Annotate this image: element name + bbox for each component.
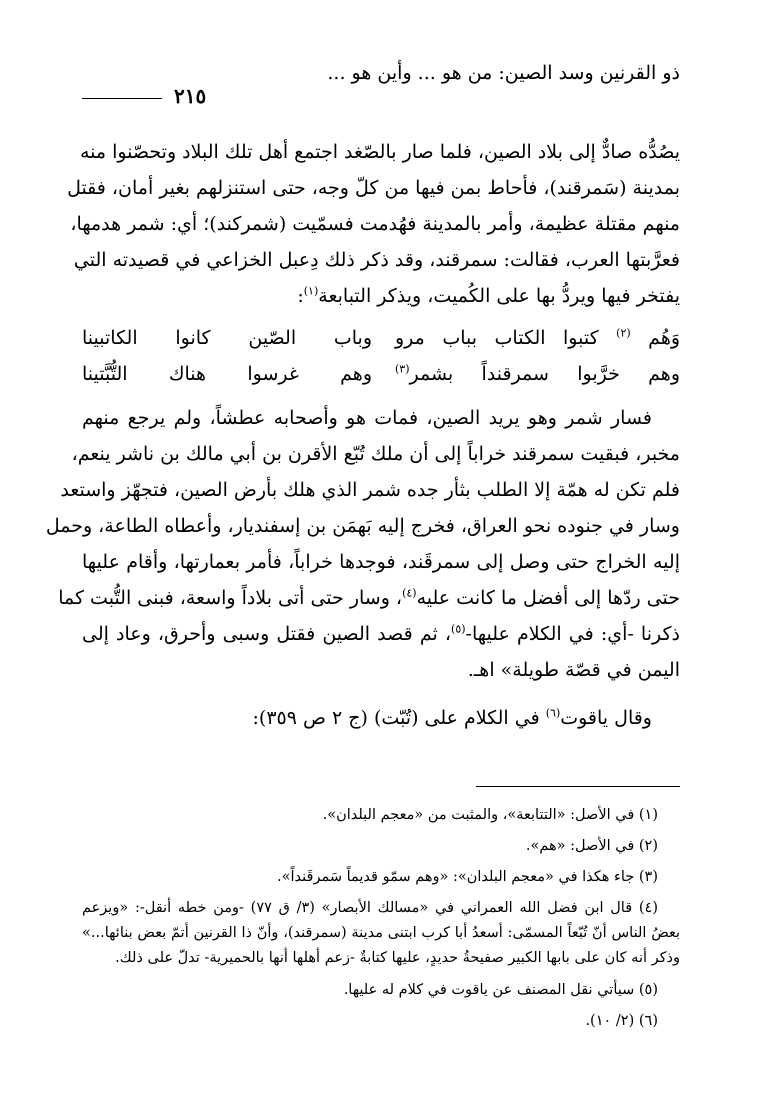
footnotes — [82, 800, 680, 1037]
text-line — [58, 580, 680, 616]
text-line — [82, 616, 680, 652]
header-rule — [82, 98, 162, 99]
footnote-3: (٣) جاء هكذا في «معجم البلدان»: «وهم سمّو قديماً سَمرقَنداً». — [277, 869, 658, 885]
text-line: وسار في جنوده نحو العراق، فخرج إليه بَهمَن بن إسفنديار، وأعطاه الطاعة، وحمل — [45, 515, 680, 537]
footnote-6: (٦) (٢/ ١٠). — [585, 1013, 658, 1029]
verse-line-1 — [82, 320, 680, 356]
text-segment: كتبوا الكتاب بباب مرو — [395, 327, 599, 349]
footnote-ref-2: (٢) — [616, 326, 631, 340]
verse-hemistich-left: وباب الصّين كانوا الكاتبينا — [82, 327, 372, 349]
text-segment: في الكلام على (تُبّت) (ج ٢ ص ٣٥٩): — [252, 707, 540, 729]
quote-intro — [82, 700, 680, 736]
footnote-ref-3: (٣) — [395, 362, 410, 376]
poem-verse — [82, 318, 680, 394]
verse-hemistich-right — [395, 320, 680, 356]
footnote-line: وذكر أنه كان على بابها الكبير صفيحةُ حديدٍ، عليها كتابةٌ -زعم أهلها أنها بالحميرية- تدلّ على ذلك. — [115, 950, 680, 966]
text-line: يصُدُّه صادٌّ إلى بلاد الصين، فلما صار بالصّغد اجتمع أهل تلك البلاد وتحصّنوا منه — [79, 141, 680, 163]
footnote-ref-5: (٥) — [451, 622, 466, 636]
footnote-ref-4: (٤) — [402, 586, 417, 600]
text-line: إليه الخراج حتى وصل إلى سمرقَند، فوجدها خراباً، فأمر بعمارتها، وأقام عليها — [82, 551, 680, 573]
text-segment: ذكرنا -أي: في الكلام عليها- — [465, 623, 680, 645]
paragraph-1 — [67, 134, 680, 314]
text-segment: ، وسار حتى أتى بلاداً واسعة، فبنى التُّبت كما — [58, 587, 403, 609]
text-line: فسار شمر وهو يريد الصين، فمات هو وأصحابه عطشاً، ولم يرجع منهم — [82, 407, 652, 429]
footnote-4 — [82, 896, 680, 971]
text-line: منهم مقتلة عظيمة، وأمر بالمدينة فهُدمت فسمّيت (شمركند)؛ أي: شمر هدمها، — [70, 213, 680, 235]
verse-line-2 — [82, 356, 680, 392]
text-segment: وقال ياقوت — [560, 707, 652, 729]
footnote-5: (٥) سيأتي نقل المصنف عن ياقوت في كلام له عليها. — [343, 982, 658, 998]
text-line — [82, 278, 680, 314]
running-header — [82, 62, 680, 108]
footnote-1: (١) في الأصل: «التتابعة»، والمثبت من «معجم البلدان». — [322, 807, 658, 823]
text-line: بمدينة (سَمرقند)، فأحاط بمن فيها من كلّ وجه، حتى استنزلهم بغير أمان، فقتل — [67, 177, 680, 199]
text-segment: حتى ردّها إلى أفضل ما كانت عليه — [416, 587, 680, 609]
paragraph-2 — [45, 400, 680, 688]
footnote-ref-1: (١) — [303, 284, 319, 298]
text-segment: يفتخر فيها ويردُّ بها على الكُميت، ويذكر التبابعة — [318, 285, 680, 307]
text-segment: وهم خرَّبوا سمرقنداً بشمر — [409, 363, 680, 385]
text-segment: وَهُم — [648, 327, 681, 349]
text-line: اليمن في قصّة طويلة» اهـ. — [467, 659, 680, 681]
page-number-block — [82, 84, 272, 108]
page-number: ٢١٥ — [174, 84, 207, 108]
verse-hemistich-left: وهم غرسوا هناك التُّبَّتينا — [82, 363, 372, 385]
footnote-2: (٢) في الأصل: «هم». — [525, 838, 658, 854]
verse-hemistich-right — [395, 356, 680, 392]
footnote-line: بعضُ الناس أنّ تُبّعاً المسمّى: أسعدُ أبا كرب ابتنى مدينة (سمرقند)، وأنّ ذا القرنين أتمّ بعض بنائها...» — [82, 925, 680, 941]
running-title: ذو القرنين وسد الصين: من هو ... وأين هو ... — [327, 62, 680, 84]
text-line: فعرَّبتها العرب، فقالت: سمرقند، وقد ذكر ذلك دِعبل الخزاعي في قصيدته التي — [73, 249, 680, 271]
text-line: فلم تكن له همّة إلا الطلب بثأر جده شمر الذي هلك بأرض الصين، فتجهّز واستعد — [60, 479, 680, 501]
footnote-separator — [476, 786, 680, 787]
footnote-line: (٤) قال ابن فضل الله العمراني في «مسالك الأبصار» (٣/ ق ٧٧) -ومن خطه أنقل-: «ويزعم — [82, 900, 658, 916]
footnote-ref-6: (٦) — [545, 706, 561, 720]
text-segment: ، ثم قصد الصين فقتل وسبى وأحرق، وعاد إلى — [82, 623, 452, 645]
text-segment: : — [297, 285, 304, 307]
text-line: مخبر، فبقيت سمرقند خراباً إلى أن ملك تُبّع الأقرن بن أبي مالك بن ناشر ينعم، — [71, 443, 680, 465]
main-text — [45, 134, 681, 736]
